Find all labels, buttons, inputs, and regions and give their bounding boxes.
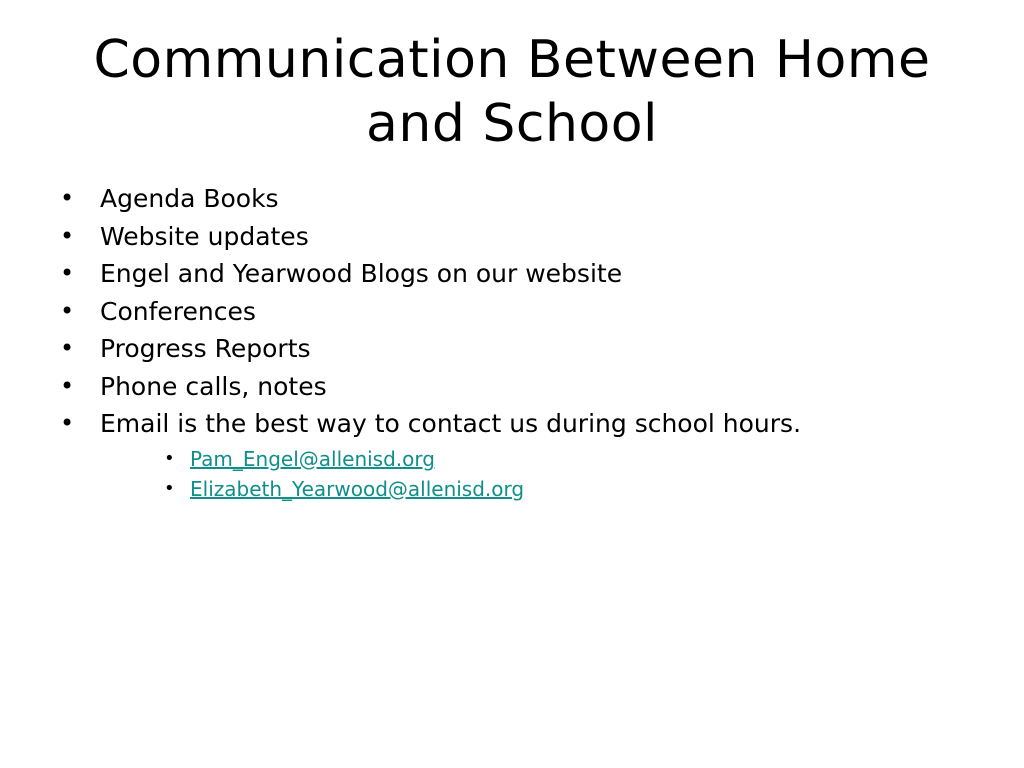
email-link-item [164,474,524,504]
bullet-text: Email is the best way to contact us during school hours. [100,409,802,438]
bullet-text: Progress Reports [100,334,311,363]
bullet-dot-icon: • [60,334,75,362]
bullet-dot-icon: • [164,478,175,499]
bullet-item [58,330,978,368]
email-link-yearwood[interactable]: Elizabeth_Yearwood@allenisd.org [190,477,525,501]
bullet-dot-icon: • [60,296,75,325]
bullet-item [58,405,978,443]
bullet-dot-icon: • [60,184,75,212]
email-link-item [164,444,524,474]
bullet-text: Conferences [100,296,256,326]
bullet-dot-icon: • [60,221,75,250]
bullet-text: Website updates [100,221,309,251]
email-link-list [164,444,524,504]
bullet-dot-icon: • [60,371,75,400]
bullet-dot-icon: • [164,448,175,469]
bullet-text: Phone calls, notes [100,371,327,401]
bullet-text: Agenda Books [100,184,279,213]
bullet-item [58,180,978,218]
bullet-item [58,255,978,293]
bullet-list [58,180,978,443]
bullet-dot-icon: • [60,259,75,287]
bullet-text: Engel and Yearwood Blogs on our website [100,259,623,288]
bullet-item [58,293,978,331]
bullet-item [58,368,978,406]
email-link-engel[interactable]: Pam_Engel@allenisd.org [190,447,435,471]
slide-title: Communication Between Home and School [93,30,931,154]
bullet-dot-icon: • [60,409,75,437]
bullet-item [58,218,978,256]
